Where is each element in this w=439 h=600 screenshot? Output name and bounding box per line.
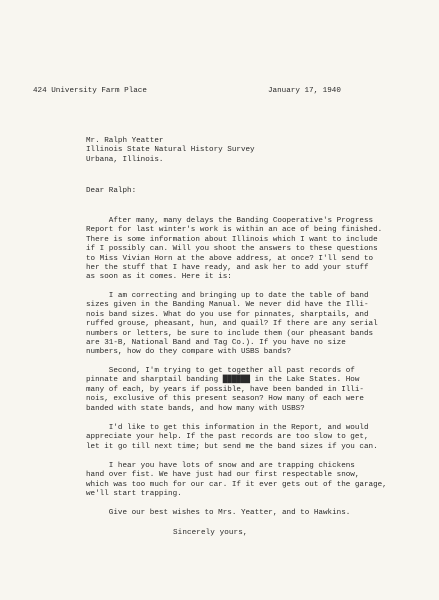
letter-date: January 17, 1940 (268, 87, 341, 95)
paragraph-line: if I possibly can. Will you shoot the answers to these questions (86, 245, 378, 254)
paragraph-2 (86, 292, 378, 358)
paragraph-4 (86, 424, 378, 452)
paragraph-line: Report for last winter's work is within an ace of being finished. (86, 226, 383, 235)
paragraph-line: as soon as it comes. Here it is: (86, 273, 232, 282)
paragraph-line: appreciate your help. If the past records are too slow to get, (86, 433, 369, 442)
paragraph-line: nois, exclusive of this present season? How many of each were (86, 395, 364, 404)
paragraph-line: ruffed grouse, pheasant, hun, and quail? If there are any serial (86, 320, 378, 329)
recipient-block (86, 137, 255, 165)
paragraph-1 (86, 217, 382, 283)
paragraph-line: we'll start trapping. (86, 490, 182, 499)
paragraph-line: which was too much for our car. If it ever gets out of the garage, (86, 480, 387, 489)
paragraph-line: pinnate and sharptail banding ██████ in the Lake States. How (86, 376, 360, 385)
paragraph-6 (86, 509, 350, 518)
recipient-city: Urbana, Illinois. (86, 155, 164, 164)
paragraph-line: hand over fist. We have just had our first respectable snow, (86, 471, 360, 480)
recipient-name: Mr. Ralph Yeatter (86, 137, 164, 145)
return-address: 424 University Farm Place (33, 87, 147, 95)
paragraph-line: Second, I'm trying to get together all past records of (86, 367, 355, 375)
salutation: Dear Ralph: (86, 187, 137, 195)
paragraph-line: I'd like to get this information in the Report, and would (86, 424, 369, 432)
paragraph-line: let it go till next time; but send me the band sizes if you can. (86, 442, 378, 451)
paragraph-line: are 31-B, National Band and Tag Co.). If you have no size (86, 339, 346, 348)
paragraph-line: numbers or letters, be sure to include them (our pheasant bands (86, 329, 374, 338)
paragraph-line: nois band sizes. What do you use for pinnates, sharptails, and (86, 310, 369, 319)
paragraph-line: After many, many delays the Banding Cooperative's Progress (86, 217, 374, 225)
paragraph-line: to Miss Vivian Horn at the above address, at once? I'll send to (86, 254, 374, 263)
paragraph-line: I am correcting and bringing up to date the table of band (86, 292, 369, 300)
paragraph-line: numbers, how do they compare with USBS bands? (86, 348, 292, 357)
recipient-organization: Illinois State Natural History Survey (86, 146, 255, 155)
paragraph-line: many of each, by years if possible, have been banded in Illi- (86, 385, 364, 394)
paragraph-line: There is some information about Illinois which I want to include (86, 235, 378, 244)
paragraph-line: her the stuff that I have ready, and ask her to add your stuff (86, 264, 369, 273)
paragraph-line: sizes given in the Banding Manual. We never did have the Illi- (86, 301, 369, 310)
paragraph-line: I hear you have lots of snow and are trapping chickens (86, 462, 355, 470)
paragraph-5 (86, 462, 387, 500)
paragraph-3 (86, 367, 364, 414)
paragraph-line: banded with state bands, and how many with USBS? (86, 404, 305, 413)
closing: Sincerely yours, (173, 529, 248, 537)
paragraph-line: Give our best wishes to Mrs. Yeatter, and to Hawkins. (86, 509, 351, 517)
